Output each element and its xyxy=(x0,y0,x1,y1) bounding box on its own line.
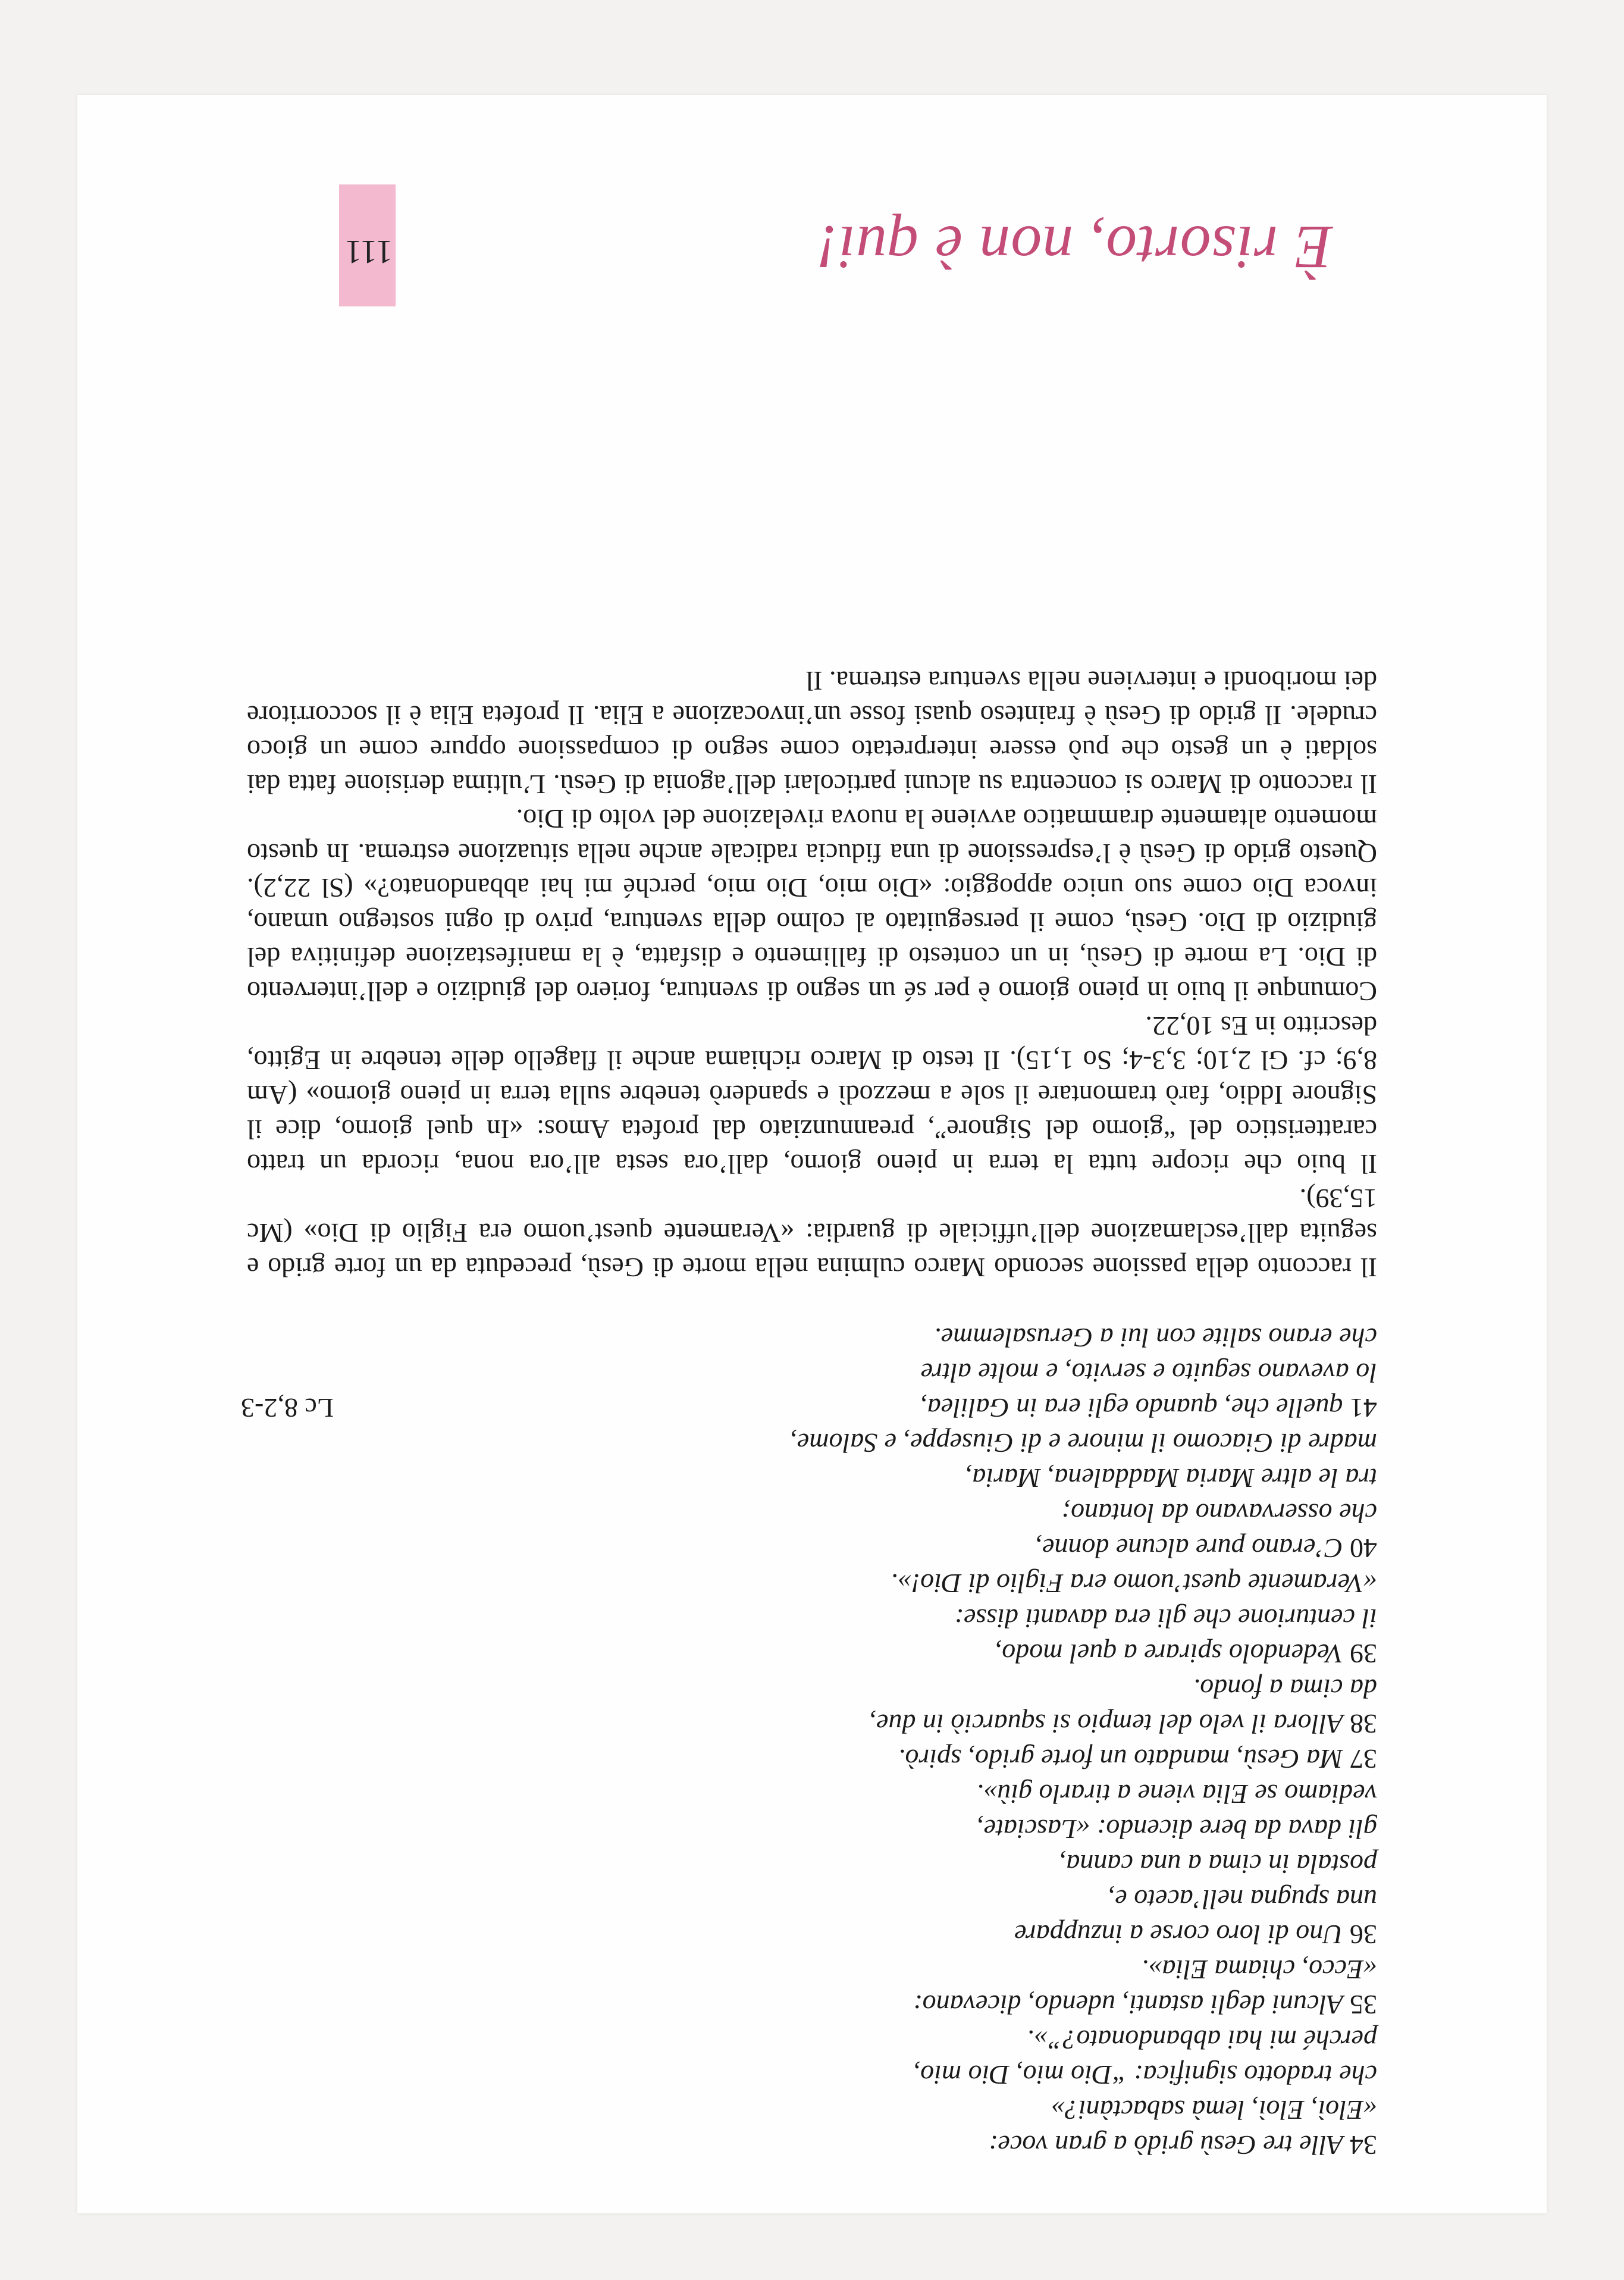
verse-text: Ma Gesù, mandato un forte grido, spirò. xyxy=(898,1744,1343,1774)
verse-text: Alcuni degli astanti, udendo, dicevano: xyxy=(913,1990,1344,2020)
book-page xyxy=(77,95,1547,2213)
gospel-pericope xyxy=(241,1320,1377,2163)
verse-text: Allora il velo del tempio si squarciò in due, xyxy=(869,1709,1344,1739)
verse-line xyxy=(247,1636,1377,1671)
main-text-column xyxy=(241,663,1377,2163)
verse-line: perché mi hai abbandonato?”». xyxy=(1027,2025,1377,2055)
verse-line xyxy=(247,1531,1377,1566)
verse-line xyxy=(241,1390,1377,1426)
verse-line: lo avevano seguito e servito, e molte altre xyxy=(920,1358,1377,1388)
verse-line xyxy=(247,1917,1377,1952)
verse-block xyxy=(247,1671,1377,1742)
verse-text: C’erano pure alcune donne, xyxy=(1035,1533,1343,1564)
running-header-title: È risorto, non è qui! xyxy=(816,213,1333,281)
commentary-paragraph: Comunque il buio in pieno giorno è per sé un segno di sventura, foriero del giudizio e dell’intervento di Dio. La morte di Gesù, in un contesto di fallimento e disfatta, è la manifestazione definitiva del giudizio di Dio. Gesù, come il perseguitato al colmo della sventura, privo di ogni sostegno umano, invoca Dio come suo unico appoggio: «Dio mio, Dio mio, perché mi hai abbandonato?» (Sl 22,2). Questo grido di Gesù è l’espressione di una fiducia radicale anche nella situazione estrema. In questo momento altamente drammatico avviene la nuova rivelazione del volto di Dio. xyxy=(247,804,1377,1007)
verse-line: da cima a fondo. xyxy=(1193,1674,1377,1704)
verse-block xyxy=(247,1742,1377,1777)
verse-line xyxy=(247,1742,1377,1777)
verse-text: Alle tre Gesù gridò a gran voce: xyxy=(989,2130,1344,2160)
verse-line xyxy=(247,1987,1377,2022)
verse-line: vediamo se Elia viene a tirarlo giù». xyxy=(976,1779,1377,1809)
commentary-paragraph: Il buio che ricopre tutta la terra in pieno giorno, dall’ora sesta all’ora nona, ricorda un tratto caratteristico del “giorno del Signore”, preannunziato dal profeta Amos: «In quel giorno, dice il Signore Iddio, farò tramontare il sole a mezzodì e spanderò tenebre sulla terra in pieno giorno» (Am 8,9; cf. Gl 2,10; 3,3-4; So 1,15). Il testo di Marco richiama anche il flagello delle tenebre in Egitto, descritto in Es 10,22. xyxy=(247,1011,1377,1179)
verse-line: postala in cima a una canna, xyxy=(1059,1849,1377,1880)
cross-reference: Lc 8,2-3 xyxy=(241,1393,334,1423)
verse-block xyxy=(247,2022,1377,2163)
commentary xyxy=(247,663,1377,1285)
verse-line: una spugna nell’aceto e, xyxy=(1108,1884,1377,1915)
verse-text: quelle che, quando egli era in Galilea, xyxy=(920,1393,1343,1423)
verse-number: 41 xyxy=(1350,1393,1377,1423)
verse-block xyxy=(247,1426,1377,1566)
page-content-upside-down xyxy=(77,95,1547,2213)
verse-line: gli dava da bere dicendo: «Lasciate, xyxy=(977,1814,1377,1844)
verse-line xyxy=(247,2128,1377,2163)
running-header xyxy=(77,193,1547,306)
verse-block xyxy=(241,1320,1377,1426)
verse-number: 38 xyxy=(1350,1709,1377,1739)
verse-line: il centurione che gli era davanti disse: xyxy=(954,1603,1377,1634)
verse-line: madre di Giacomo il minore e di Giuseppe, e Salome, xyxy=(790,1428,1377,1458)
verse-line: che tradotto significa: “Dio mio, Dio mio, xyxy=(913,2060,1377,2090)
verse-line: «Eloì, Eloì, lemà sabactàni?» xyxy=(1051,2095,1377,2125)
verse-block xyxy=(247,1777,1377,1952)
verse-line xyxy=(247,1706,1377,1742)
commentary-paragraph: Il racconto di Marco si concentra su alcuni particolari dell’agonia di Gesù. L’ultima derisione fatta dai soldati è un gesto che può essere interpretato come segno di compassione oppure come un gioco crudele. Il grido di Gesù è frainteso quasi fosse un’invocazione a Elia. Il profeta Elia è il soccorritore dei moribondi e interviene nella sventura estrema. Il xyxy=(247,666,1377,800)
verse-number: 39 xyxy=(1350,1639,1377,1669)
verse-number: 37 xyxy=(1350,1744,1377,1774)
verse-line: «Ecco, chiama Elia». xyxy=(1141,1955,1377,1985)
verse-number: 40 xyxy=(1350,1533,1377,1564)
verse-text: Uno di loro corse a inzuppare xyxy=(1014,1919,1343,1950)
page-number: 111 xyxy=(345,233,393,270)
verse-number: 34 xyxy=(1350,2130,1377,2160)
verse-number: 36 xyxy=(1350,1919,1377,1950)
verse-line: che osservavano da lontano; xyxy=(1061,1498,1377,1529)
verse-line: tra le altre Maria Maddalena, Maria, xyxy=(965,1463,1377,1493)
verse-block xyxy=(247,1952,1377,2022)
verse-line: che erano salite con lui a Gerusalemme. xyxy=(934,1323,1377,1353)
verse-block xyxy=(247,1566,1377,1671)
verse-number: 35 xyxy=(1350,1990,1377,2020)
commentary-paragraph: Il racconto della passione secondo Marco culmina nella morte di Gesù, preceduta da un forte grido e seguita dall’esclamazione dell’ufficiale di guardia: «Veramente quest’uomo era Figlio di Dio» (Mc 15,39). xyxy=(247,1183,1377,1283)
verse-text: Vedendolo spirare a quel modo, xyxy=(995,1639,1343,1669)
verse-line: «Veramente quest’uomo era Figlio di Dio!». xyxy=(891,1568,1377,1599)
